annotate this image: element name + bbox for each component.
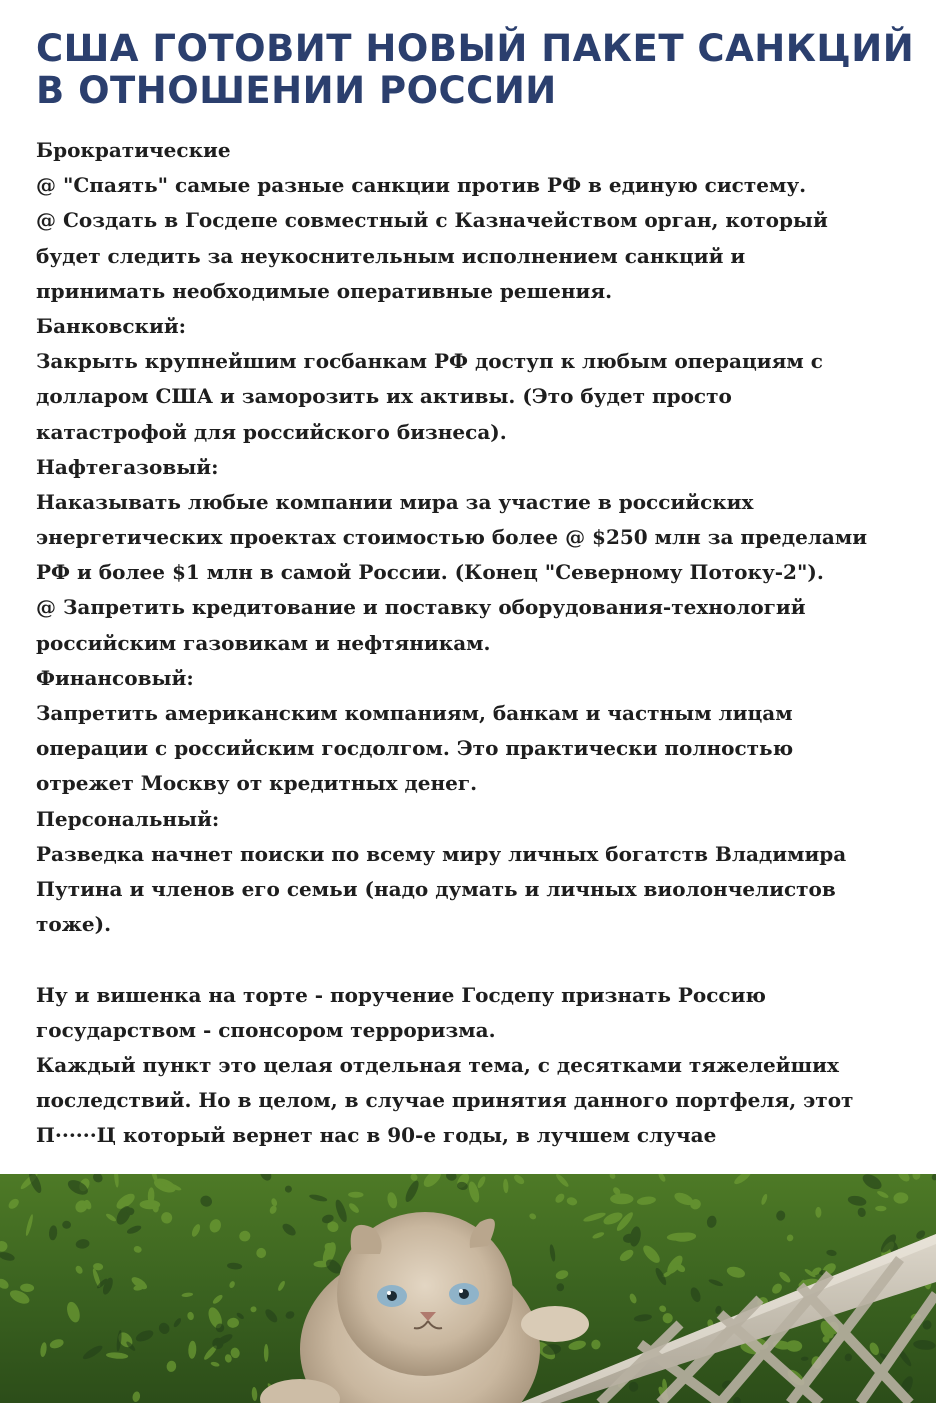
article-line: Брократические bbox=[36, 138, 231, 162]
article-line: Финансовый: bbox=[36, 665, 194, 690]
article-line: принимать необходимые оперативные решения. bbox=[36, 278, 613, 303]
paragraph-gap bbox=[36, 942, 926, 977]
article-line: РФ и более $1 млн в самой России. (Конец "Северному Потоку-2"). bbox=[36, 560, 824, 585]
article-line: Персональный: bbox=[36, 806, 220, 831]
article-line: @ Создать в Госдепе совместный с Казначейством орган, который bbox=[36, 208, 828, 233]
headline-line-2: В ОТНОШЕНИИ РОССИИ bbox=[36, 69, 557, 112]
article-line: будет следить за неукоснительным исполнением санкций и bbox=[36, 243, 746, 268]
headline-line-1: США ГОТОВИТ НОВЫЙ ПАКЕТ САНКЦИЙ bbox=[36, 27, 915, 70]
article-line: @ "Спаять" самые разные санкции против РФ в единую систему. bbox=[36, 173, 807, 198]
article-line: российским газовикам и нефтяникам. bbox=[36, 630, 491, 655]
article-line: последствий. Но в целом, в случае принятия данного портфеля, этот bbox=[36, 1088, 854, 1113]
article-line: Ну и вишенка на торте - поручение Госдепу признать Россию bbox=[36, 982, 766, 1007]
article-line: тоже). bbox=[36, 912, 112, 937]
article-line: Банковский: bbox=[36, 313, 187, 338]
article-line: долларом США и заморозить их активы. (Это будет просто bbox=[36, 384, 732, 409]
article-line: катастрофой для российского бизнеса). bbox=[36, 419, 507, 444]
article-line: энергетических проектах стоимостью более @ $250 млн за пределами bbox=[36, 525, 868, 550]
article-line: П······Ц который вернет нас в 90-е годы, в лучшем случае bbox=[36, 1123, 717, 1148]
article-line: Нафтегазовый: bbox=[36, 454, 219, 479]
article-line: Наказывать любые компании мира за участие в российских bbox=[36, 489, 754, 514]
headline bbox=[36, 28, 916, 112]
article-line: @ Запретить кредитование и поставку оборудования-технологий bbox=[36, 595, 806, 620]
cat-photo-illustration bbox=[0, 1174, 936, 1403]
article-line: государством - спонсором терроризма. bbox=[36, 1017, 496, 1042]
article-line: Каждый пункт это целая отдельная тема, с десятками тяжелейших bbox=[36, 1052, 839, 1077]
cat-photo bbox=[0, 1174, 936, 1403]
article-body bbox=[36, 133, 926, 1153]
leaf-texture bbox=[610, 1194, 633, 1205]
article-line: Путина и членов его семьи (надо думать и личных виолончелистов bbox=[36, 876, 836, 901]
article-line: Разведка начнет поиски по всему миру личных богатств Владимира bbox=[36, 841, 847, 866]
article-line: Запретить американским компаниям, банкам и частным лицам bbox=[36, 701, 793, 725]
article-line: отрежет Москву от кредитных денег. bbox=[36, 771, 478, 796]
article-line: операции с российским госдолгом. Это практически полностью bbox=[36, 736, 794, 761]
article-line: Закрыть крупнейшим госбанкам РФ доступ к любым операциям с bbox=[36, 349, 823, 374]
leaf-texture bbox=[264, 1344, 269, 1362]
